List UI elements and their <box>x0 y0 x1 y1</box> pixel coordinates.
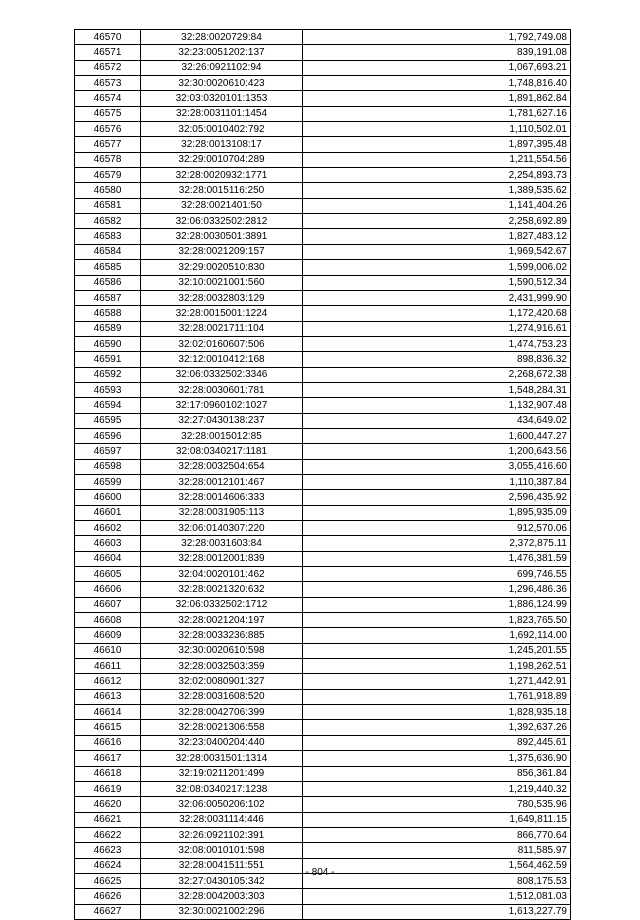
row-number-cell: 46617 <box>75 751 141 766</box>
amount-cell: 1,761,918.89 <box>303 689 571 704</box>
cadastral-number-cell: 32:06:0140307:220 <box>141 521 303 536</box>
amount-cell: 1,389,535.62 <box>303 183 571 198</box>
table-row <box>75 643 571 658</box>
cadastral-number-cell: 32:28:0015116:250 <box>141 183 303 198</box>
amount-cell: 866,770.64 <box>303 827 571 842</box>
table-row <box>75 122 571 137</box>
amount-cell: 1,110,387.84 <box>303 474 571 489</box>
cadastral-number-cell: 32:28:0021320:632 <box>141 582 303 597</box>
cadastral-number-cell: 32:28:0021209:157 <box>141 244 303 259</box>
amount-cell: 1,748,816.40 <box>303 76 571 91</box>
row-number-cell: 46604 <box>75 551 141 566</box>
row-number-cell: 46591 <box>75 352 141 367</box>
cadastral-number-cell: 32:28:0012101:467 <box>141 474 303 489</box>
cadastral-number-cell: 32:28:0012001:839 <box>141 551 303 566</box>
row-number-cell: 46603 <box>75 536 141 551</box>
amount-cell: 2,268,672.38 <box>303 367 571 382</box>
table-row <box>75 751 571 766</box>
table-row <box>75 106 571 121</box>
row-number-cell: 46587 <box>75 290 141 305</box>
row-number-cell: 46574 <box>75 91 141 106</box>
cadastral-number-cell: 32:28:0031101:1454 <box>141 106 303 121</box>
table-row <box>75 613 571 628</box>
table-row <box>75 367 571 382</box>
row-number-cell: 46623 <box>75 843 141 858</box>
cadastral-number-cell: 32:28:0021204:197 <box>141 613 303 628</box>
cadastral-number-cell: 32:28:0021401:50 <box>141 198 303 213</box>
cadastral-number-cell: 32:28:0021306:558 <box>141 720 303 735</box>
amount-cell: 1,274,916.61 <box>303 321 571 336</box>
table-row <box>75 321 571 336</box>
cadastral-number-cell: 32:02:0080901:327 <box>141 674 303 689</box>
amount-cell: 1,886,124.99 <box>303 597 571 612</box>
amount-cell: 1,296,486.36 <box>303 582 571 597</box>
row-number-cell: 46605 <box>75 567 141 582</box>
cadastral-number-cell: 32:30:0020610:598 <box>141 643 303 658</box>
table-row <box>75 229 571 244</box>
row-number-cell: 46578 <box>75 152 141 167</box>
table-row <box>75 306 571 321</box>
data-table <box>74 29 571 920</box>
table-row <box>75 336 571 351</box>
amount-cell: 1,271,442.91 <box>303 674 571 689</box>
table-row <box>75 797 571 812</box>
amount-cell: 1,827,483.12 <box>303 229 571 244</box>
cadastral-number-cell: 32:17:0960102:1027 <box>141 398 303 413</box>
row-number-cell: 46598 <box>75 459 141 474</box>
amount-cell: 2,372,875.11 <box>303 536 571 551</box>
amount-cell: 1,590,512.34 <box>303 275 571 290</box>
row-number-cell: 46606 <box>75 582 141 597</box>
cadastral-number-cell: 32:28:0014606:333 <box>141 490 303 505</box>
amount-cell: 1,200,643.56 <box>303 444 571 459</box>
cadastral-number-cell: 32:28:0020729:84 <box>141 30 303 45</box>
row-number-cell: 46581 <box>75 198 141 213</box>
amount-cell: 2,258,692.89 <box>303 214 571 229</box>
cadastral-number-cell: 32:28:0031114:446 <box>141 812 303 827</box>
table-row <box>75 137 571 152</box>
amount-cell: 1,067,693.21 <box>303 60 571 75</box>
amount-cell: 1,564,462.59 <box>303 858 571 873</box>
row-number-cell: 46579 <box>75 168 141 183</box>
table-row <box>75 152 571 167</box>
table-row <box>75 567 571 582</box>
amount-cell: 1,599,006.02 <box>303 260 571 275</box>
cadastral-number-cell: 32:06:0332502:2812 <box>141 214 303 229</box>
table-row <box>75 444 571 459</box>
table-row <box>75 474 571 489</box>
amount-cell: 1,600,447.27 <box>303 428 571 443</box>
table-row <box>75 597 571 612</box>
amount-cell: 1,649,811.15 <box>303 812 571 827</box>
amount-cell: 1,198,262.51 <box>303 659 571 674</box>
amount-cell: 811,585.97 <box>303 843 571 858</box>
table-row <box>75 720 571 735</box>
row-number-cell: 46593 <box>75 382 141 397</box>
table-row <box>75 413 571 428</box>
cadastral-number-cell: 32:23:0051202:137 <box>141 45 303 60</box>
table-row <box>75 628 571 643</box>
amount-cell: 1,891,862.84 <box>303 91 571 106</box>
amount-cell: 1,512,081.03 <box>303 889 571 904</box>
amount-cell: 1,897,395.48 <box>303 137 571 152</box>
row-number-cell: 46583 <box>75 229 141 244</box>
cadastral-number-cell: 32:28:0015012:85 <box>141 428 303 443</box>
table-row <box>75 60 571 75</box>
row-number-cell: 46609 <box>75 628 141 643</box>
table-row <box>75 76 571 91</box>
table-row <box>75 168 571 183</box>
row-number-cell: 46614 <box>75 705 141 720</box>
row-number-cell: 46627 <box>75 904 141 919</box>
cadastral-number-cell: 32:28:0032504:654 <box>141 459 303 474</box>
row-number-cell: 46619 <box>75 781 141 796</box>
row-number-cell: 46610 <box>75 643 141 658</box>
table-row <box>75 91 571 106</box>
cadastral-number-cell: 32:26:0921102:391 <box>141 827 303 842</box>
row-number-cell: 46580 <box>75 183 141 198</box>
row-number-cell: 46611 <box>75 659 141 674</box>
amount-cell: 912,570.06 <box>303 521 571 536</box>
cadastral-number-cell: 32:08:0340217:1238 <box>141 781 303 796</box>
cadastral-number-cell: 32:10:0021001:560 <box>141 275 303 290</box>
cadastral-number-cell: 32:28:0041511:551 <box>141 858 303 873</box>
cadastral-number-cell: 32:28:0015001:1224 <box>141 306 303 321</box>
amount-cell: 1,474,753.23 <box>303 336 571 351</box>
row-number-cell: 46615 <box>75 720 141 735</box>
amount-cell: 1,375,636.90 <box>303 751 571 766</box>
table-row <box>75 45 571 60</box>
table-row <box>75 843 571 858</box>
row-number-cell: 46601 <box>75 505 141 520</box>
table-row <box>75 827 571 842</box>
table-row <box>75 244 571 259</box>
row-number-cell: 46570 <box>75 30 141 45</box>
table-row <box>75 428 571 443</box>
table-row <box>75 30 571 45</box>
cadastral-number-cell: 32:28:0031603:84 <box>141 536 303 551</box>
row-number-cell: 46620 <box>75 797 141 812</box>
amount-cell: 1,895,935.09 <box>303 505 571 520</box>
table-row <box>75 705 571 720</box>
amount-cell: 898,836.32 <box>303 352 571 367</box>
cadastral-number-cell: 32:28:0031501:1314 <box>141 751 303 766</box>
cadastral-number-cell: 32:06:0332502:3346 <box>141 367 303 382</box>
amount-cell: 808,175.53 <box>303 873 571 888</box>
table-row <box>75 382 571 397</box>
amount-cell: 2,254,893.73 <box>303 168 571 183</box>
table-row <box>75 781 571 796</box>
amount-cell: 1,219,440.32 <box>303 781 571 796</box>
cadastral-number-cell: 32:27:0430138:237 <box>141 413 303 428</box>
table-row <box>75 521 571 536</box>
row-number-cell: 46589 <box>75 321 141 336</box>
table-row <box>75 490 571 505</box>
table-row <box>75 290 571 305</box>
amount-cell: 1,781,627.16 <box>303 106 571 121</box>
table-row <box>75 551 571 566</box>
cadastral-number-cell: 32:28:0021711:104 <box>141 321 303 336</box>
table-row <box>75 183 571 198</box>
table-row <box>75 689 571 704</box>
cadastral-number-cell: 32:28:0032803:129 <box>141 290 303 305</box>
cadastral-number-cell: 32:28:0032503:359 <box>141 659 303 674</box>
amount-cell: 1,548,284.31 <box>303 382 571 397</box>
row-number-cell: 46582 <box>75 214 141 229</box>
amount-cell: 1,476,381.59 <box>303 551 571 566</box>
row-number-cell: 46590 <box>75 336 141 351</box>
row-number-cell: 46626 <box>75 889 141 904</box>
cadastral-number-cell: 32:28:0030501:3891 <box>141 229 303 244</box>
row-number-cell: 46576 <box>75 122 141 137</box>
amount-cell: 1,692,114.00 <box>303 628 571 643</box>
cadastral-number-cell: 32:30:0021002:296 <box>141 904 303 919</box>
cadastral-number-cell: 32:28:0031905:113 <box>141 505 303 520</box>
row-number-cell: 46624 <box>75 858 141 873</box>
row-number-cell: 46596 <box>75 428 141 443</box>
cadastral-number-cell: 32:06:0050206:102 <box>141 797 303 812</box>
amount-cell: 1,245,201.55 <box>303 643 571 658</box>
row-number-cell: 46616 <box>75 735 141 750</box>
page-number: - 804 - <box>305 867 335 878</box>
row-number-cell: 46584 <box>75 244 141 259</box>
row-number-cell: 46618 <box>75 766 141 781</box>
row-number-cell: 46622 <box>75 827 141 842</box>
amount-cell: 1,828,935.18 <box>303 705 571 720</box>
amount-cell: 892,445.61 <box>303 735 571 750</box>
row-number-cell: 46586 <box>75 275 141 290</box>
row-number-cell: 46571 <box>75 45 141 60</box>
amount-cell: 780,535.96 <box>303 797 571 812</box>
cadastral-number-cell: 32:29:0020510:830 <box>141 260 303 275</box>
amount-cell: 699,746.55 <box>303 567 571 582</box>
table-row <box>75 812 571 827</box>
table-row <box>75 459 571 474</box>
amount-cell: 1,792,749.08 <box>303 30 571 45</box>
cadastral-number-cell: 32:28:0020932:1771 <box>141 168 303 183</box>
amount-cell: 1,969,542.67 <box>303 244 571 259</box>
row-number-cell: 46599 <box>75 474 141 489</box>
table-row <box>75 766 571 781</box>
cadastral-number-cell: 32:05:0010402:792 <box>141 122 303 137</box>
row-number-cell: 46600 <box>75 490 141 505</box>
cadastral-number-cell: 32:27:0430105:342 <box>141 873 303 888</box>
row-number-cell: 46588 <box>75 306 141 321</box>
cadastral-number-cell: 32:12:0010412:168 <box>141 352 303 367</box>
cadastral-number-cell: 32:28:0013108:17 <box>141 137 303 152</box>
table-row <box>75 214 571 229</box>
table-row <box>75 260 571 275</box>
row-number-cell: 46585 <box>75 260 141 275</box>
table-row <box>75 398 571 413</box>
amount-cell: 1,172,420.68 <box>303 306 571 321</box>
cadastral-number-cell: 32:06:0332502:1712 <box>141 597 303 612</box>
table-row <box>75 674 571 689</box>
cadastral-number-cell: 32:02:0160607:506 <box>141 336 303 351</box>
cadastral-number-cell: 32:03:0320101:1353 <box>141 91 303 106</box>
row-number-cell: 46607 <box>75 597 141 612</box>
table-row <box>75 352 571 367</box>
row-number-cell: 46577 <box>75 137 141 152</box>
row-number-cell: 46594 <box>75 398 141 413</box>
table-row <box>75 659 571 674</box>
amount-cell: 1,110,502.01 <box>303 122 571 137</box>
table-row <box>75 536 571 551</box>
table-row <box>75 275 571 290</box>
table-body <box>75 30 571 920</box>
amount-cell: 434,649.02 <box>303 413 571 428</box>
cadastral-number-cell: 32:19:0211201:499 <box>141 766 303 781</box>
amount-cell: 1,141,404.26 <box>303 198 571 213</box>
cadastral-number-cell: 32:28:0030601:781 <box>141 382 303 397</box>
amount-cell: 1,823,765.50 <box>303 613 571 628</box>
amount-cell: 1,392,637.26 <box>303 720 571 735</box>
table-row <box>75 582 571 597</box>
table-row <box>75 505 571 520</box>
amount-cell: 839,191.08 <box>303 45 571 60</box>
amount-cell: 856,361.84 <box>303 766 571 781</box>
cadastral-number-cell: 32:08:0340217:1181 <box>141 444 303 459</box>
row-number-cell: 46608 <box>75 613 141 628</box>
row-number-cell: 46573 <box>75 76 141 91</box>
row-number-cell: 46602 <box>75 521 141 536</box>
cadastral-number-cell: 32:04:0020101:462 <box>141 567 303 582</box>
amount-cell: 1,211,554.56 <box>303 152 571 167</box>
cadastral-number-cell: 32:30:0020610:423 <box>141 76 303 91</box>
row-number-cell: 46592 <box>75 367 141 382</box>
row-number-cell: 46575 <box>75 106 141 121</box>
table-row <box>75 904 571 919</box>
amount-cell: 1,613,227.79 <box>303 904 571 919</box>
row-number-cell: 46595 <box>75 413 141 428</box>
row-number-cell: 46613 <box>75 689 141 704</box>
cadastral-number-cell: 32:28:0031608:520 <box>141 689 303 704</box>
cadastral-number-cell: 32:28:0033236:885 <box>141 628 303 643</box>
amount-cell: 2,431,999.90 <box>303 290 571 305</box>
row-number-cell: 46612 <box>75 674 141 689</box>
cadastral-number-cell: 32:08:0010101:598 <box>141 843 303 858</box>
table-row <box>75 735 571 750</box>
amount-cell: 2,596,435.92 <box>303 490 571 505</box>
row-number-cell: 46572 <box>75 60 141 75</box>
row-number-cell: 46625 <box>75 873 141 888</box>
amount-cell: 1,132,907.48 <box>303 398 571 413</box>
row-number-cell: 46621 <box>75 812 141 827</box>
table-row <box>75 889 571 904</box>
row-number-cell: 46597 <box>75 444 141 459</box>
cadastral-number-cell: 32:26:0921102:94 <box>141 60 303 75</box>
table-row <box>75 198 571 213</box>
cadastral-number-cell: 32:28:0042706:399 <box>141 705 303 720</box>
amount-cell: 3,055,416.60 <box>303 459 571 474</box>
cadastral-number-cell: 32:29:0010704:289 <box>141 152 303 167</box>
cadastral-number-cell: 32:28:0042003:303 <box>141 889 303 904</box>
cadastral-number-cell: 32:23:0400204:440 <box>141 735 303 750</box>
